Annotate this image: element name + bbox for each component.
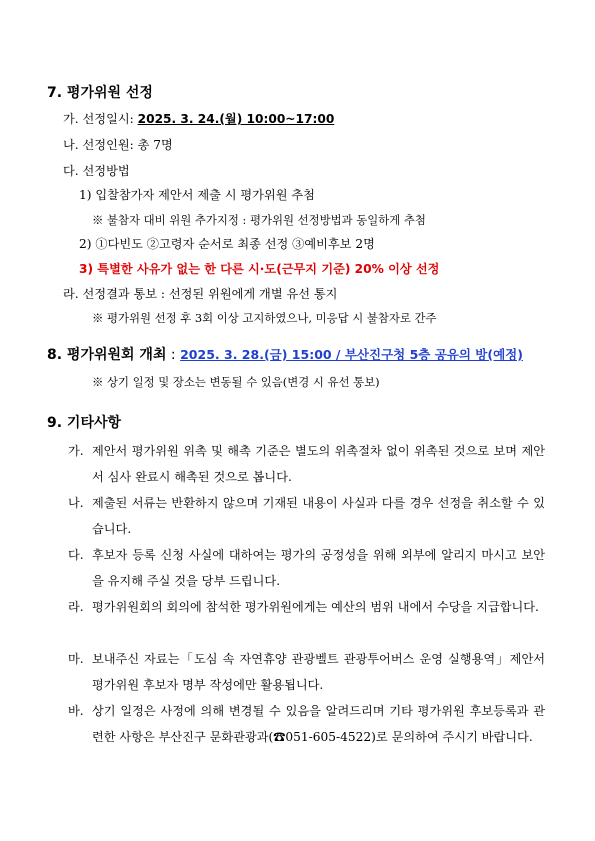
misc-item-text: 보내주신 자료는「도심 속 자연휴양 관광벨트 관광투어버스 운영 실행용역」제안서 평가위원 후보자 명부 작성에만 활용됩니다. — [92, 652, 545, 692]
misc-item-text: 평가위원회의 회의에 참석한 평가위원에게는 예산의 범위 내에서 수당을 지급합니다. — [92, 600, 539, 614]
method-item-3: 3) 특별한 사유가 없는 한 다른 시·도(근무지 기준) 20% 이상 선정 — [79, 262, 440, 276]
misc-item-marker: 다. — [68, 548, 84, 562]
selection-date-value: 2025. 3. 24.(월) 10:00~17:00 — [137, 112, 335, 126]
section7-heading: 7. 평가위원 선정 — [47, 85, 153, 101]
method-item-1-note: ※ 불참자 대비 위원 추가지정 : 평가위원 선정방법과 동일하게 추첨 — [92, 213, 426, 227]
misc-item-ma — [68, 646, 545, 698]
section8-heading-line — [47, 346, 523, 364]
misc-item-ra — [68, 594, 545, 620]
method-item-2: 2) ①다빈도 ②고령자 순서로 최종 선정 ③예비후보 2명 — [79, 237, 375, 251]
misc-item-text: 제출된 서류는 반환하지 않으며 기재된 내용이 사실과 다를 경우 선정을 취소할 수 있습니다. — [92, 496, 545, 536]
misc-item-marker: 바. — [68, 704, 84, 718]
misc-item-text: 제안서 평가위원 위촉 및 해촉 기준은 별도의 위촉절차 없이 위촉된 것으로 보며 제안서 심사 완료시 해촉된 것으로 봅니다. — [92, 444, 545, 484]
misc-item-da — [68, 542, 545, 594]
method-item-1: 1) 입찰참가자 제안서 제출 시 평가위원 추첨 — [79, 188, 315, 202]
result-notice-note: ※ 평가위원 선정 후 3회 이상 고지하였으나, 미응답 시 불참자로 간주 — [92, 311, 437, 325]
misc-item-marker: 마. — [68, 652, 84, 666]
result-notice-line: 라. 선정결과 통보 : 선정된 위원에게 개별 유선 통지 — [63, 287, 338, 301]
selection-date-label: 가. 선정일시: — [63, 112, 138, 126]
misc-item-ba — [68, 698, 545, 750]
misc-item-ga — [68, 438, 545, 490]
misc-item-marker: 나. — [68, 496, 84, 510]
section8-heading: 8. 평가위원회 개최 — [47, 347, 167, 363]
meeting-date-place: 2025. 3. 28.(금) 15:00 / 부산진구청 5층 공유의 방(예정) — [180, 347, 523, 362]
meeting-note: ※ 상기 일정 및 장소는 변동될 수 있음(변경 시 유선 통보) — [92, 375, 380, 389]
section8-separator: : — [166, 347, 181, 363]
misc-item-marker: 가. — [68, 444, 84, 458]
misc-item-text: 후보자 등록 신청 사실에 대하여는 평가의 공정성을 위해 외부에 알리지 마시고 보안을 유지해 주실 것을 당부 드립니다. — [92, 548, 545, 588]
selection-count-line: 나. 선정인원: 총 7명 — [63, 138, 173, 152]
misc-item-na — [68, 490, 545, 542]
section9-heading: 9. 기타사항 — [47, 415, 122, 431]
selection-date-line — [63, 111, 334, 127]
misc-item-marker: 라. — [68, 600, 84, 614]
selection-method-line: 다. 선정방법 — [63, 164, 130, 178]
misc-item-text: 상기 일정은 사정에 의해 변경될 수 있음을 알려드리며 기타 평가위원 후보등록과 관련한 사항은 부산진구 문화관광과(☎051-605-4522)로 문의하여 주시기 바랍니다. — [92, 704, 545, 744]
